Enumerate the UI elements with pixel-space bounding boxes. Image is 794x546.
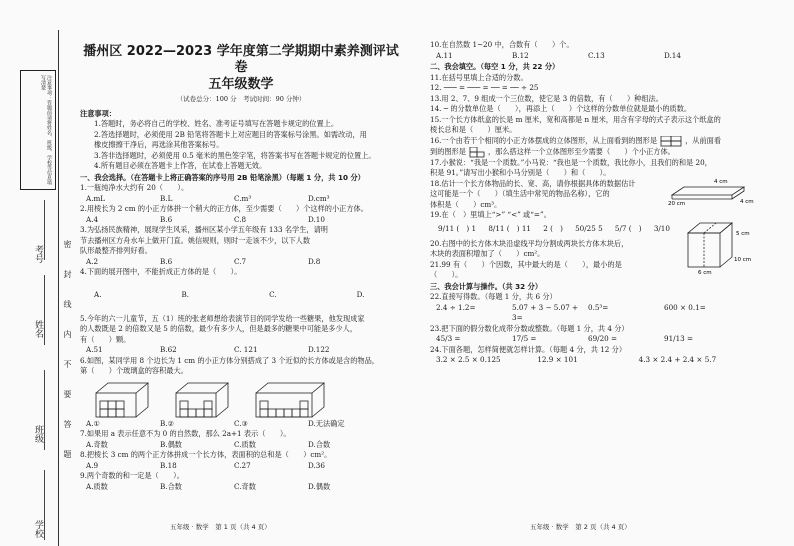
option[interactable]: C.奇数 xyxy=(234,481,256,491)
option[interactable]: B.62 xyxy=(160,345,177,354)
question-22-items xyxy=(430,303,760,324)
question-18: 18.估计一个长方体物品的长、宽、高，请你根据具体的数据估计 xyxy=(430,178,636,188)
calc-item: 69/20 = xyxy=(588,334,618,343)
top-view-figure xyxy=(660,136,682,147)
seal-char: 内 xyxy=(63,330,72,338)
option[interactable]: C.13 xyxy=(588,50,605,60)
calc-item: 17/5 = xyxy=(512,334,537,343)
page-2-footer: 五年级 · 数学 第 2 页（共 4 页） xyxy=(530,523,631,531)
question-19: 19.在（ ）里填上“>” “<” 或“=”。 xyxy=(430,210,551,219)
question-15-cont: 棱长总和是（ ）厘米。 xyxy=(430,125,517,134)
label-school: 学校 xyxy=(33,520,43,538)
dim-5cm: 5 cm xyxy=(736,230,750,237)
fill-line-exam-number[interactable] xyxy=(44,200,45,260)
question-2-options xyxy=(80,215,402,226)
option[interactable]: C.m³ xyxy=(234,193,252,203)
question-4: 4.下面的展开图中，不能折成正方体的是（ ）。 xyxy=(80,267,242,276)
cuboid-figure-20 xyxy=(680,215,758,275)
question-16 xyxy=(430,136,760,147)
comparison-item: 9/11 ( ) 1 xyxy=(438,224,477,234)
comparison-item: 3/10 xyxy=(653,224,670,234)
option[interactable]: D.14 xyxy=(664,50,681,60)
option[interactable]: A.质数 xyxy=(86,481,108,491)
exam-meta: （试卷总分：100 分 考试时间：90 分钟） xyxy=(176,95,306,103)
option[interactable]: D.8 xyxy=(308,256,321,266)
option[interactable]: A. xyxy=(94,290,102,300)
option[interactable]: B.6 xyxy=(160,256,173,266)
question-18-cont: 这可能是一个（ ）（填生活中常见的物品名称），它的 xyxy=(430,189,610,198)
question-1-options xyxy=(80,194,402,205)
seal-char: 线 xyxy=(63,300,72,308)
fill-line-name[interactable] xyxy=(44,275,45,345)
question-7: 7.如果用 a 表示任意不为 0 的自然数，那么 2a+1 表示（ ）。 xyxy=(80,429,291,438)
box-figure-1 xyxy=(94,379,154,419)
question-3-options xyxy=(80,257,402,268)
question-20-cont: 木块的表面积增加了（ ）cm²。 xyxy=(430,249,545,258)
question-5-cont: 有（ ）颗。 xyxy=(80,334,131,344)
option[interactable]: B.L xyxy=(160,193,173,203)
option[interactable]: D.cm³ xyxy=(308,193,330,203)
question-16-text: ，从前面看 xyxy=(685,135,722,145)
question-1: 1.一瓶纯净水大约有 20（ ）。 xyxy=(80,183,189,192)
section-3-heading: 三、我会计算与操作。（共 32 分） xyxy=(430,281,543,291)
option[interactable]: B.合数 xyxy=(160,481,182,491)
question-13: 13.用 2、7、9 组成一个三位数，使它是 3 的倍数，有（ ）种组法。 xyxy=(430,93,663,103)
calc-item: 12.9 × 101 xyxy=(537,355,578,364)
option[interactable]: B.12 xyxy=(512,50,529,60)
box-figure-3 xyxy=(254,379,328,419)
question-9-options xyxy=(80,482,402,493)
option[interactable]: D.合数 xyxy=(308,439,331,449)
comparison-item: 5/7 ( ) xyxy=(614,224,642,234)
question-3: 3.为弘扬民族精神，展现学生风采，播州区某小学五年级有 133 名学生，请明 xyxy=(80,225,328,234)
calc-item: 5.07 + 3 − 5.07 + 3= xyxy=(512,302,579,322)
question-15: 15.一个长方体纸盒的长是 m 厘米，宽和高都是 n 厘米，用含有字母的式子表示这个纸盒的 xyxy=(430,114,721,124)
question-10-options xyxy=(430,51,760,62)
option[interactable]: D. xyxy=(356,290,365,300)
option[interactable]: A.51 xyxy=(86,345,103,354)
question-17-cont: 积是 91。”请写出小猴和小马分别是（ ）和（ ）。 xyxy=(430,168,611,177)
option[interactable]: C.③ xyxy=(234,418,248,428)
question-6-cont: 第（ ）个玻璃盒的容积最大。 xyxy=(80,366,188,375)
question-22: 22.直接写得数。（每题 1 分，共 6 分） xyxy=(430,292,557,301)
comparison-item: 2 ( ) xyxy=(543,224,563,234)
option[interactable]: B.6 xyxy=(160,214,173,224)
seal-char: 密 xyxy=(63,240,72,248)
option[interactable]: C.质数 xyxy=(234,439,256,449)
question-5: 5.今年的六一儿童节，五（1）班的张老师想给表演节目的同学发给一些糖果，他发现成家 xyxy=(80,313,365,323)
option[interactable]: D.10 xyxy=(308,214,325,224)
option[interactable]: C.27 xyxy=(234,460,251,470)
front-view-figure xyxy=(469,147,485,158)
box-figures xyxy=(80,377,402,419)
seal-char: 要 xyxy=(63,390,72,398)
question-3-cont: 队形最整齐排列好看。 xyxy=(80,246,152,255)
page-2 xyxy=(430,40,760,366)
question-16-text: 到的图形是 xyxy=(430,146,466,156)
calc-item: 0.5³= xyxy=(588,302,609,312)
cuboid-figure-18 xyxy=(666,175,758,205)
question-11: 11.在括号里填上合适的分数。 xyxy=(430,72,528,82)
option[interactable]: B.18 xyxy=(160,460,177,470)
fill-line-school[interactable] xyxy=(44,470,45,540)
question-23: 23.把下面的假分数化成带分数或整数。（每题 1 分，共 4 分） xyxy=(430,323,629,333)
option[interactable]: A.奇数 xyxy=(86,439,108,449)
fraction-comparisons xyxy=(430,221,670,239)
calc-item: 3.2 × 2.5 × 0.125 xyxy=(436,355,501,364)
option[interactable]: C. 121 xyxy=(234,345,258,354)
binding-margin xyxy=(0,30,62,546)
question-7-options xyxy=(80,440,402,451)
option[interactable]: D.122 xyxy=(308,345,330,354)
notice-line: 1.答题时，务必将自己的学校、姓名、准考证号填写在答题卡规定的位置上。 xyxy=(94,119,339,128)
section-2-heading: 二、我会填空。（每空 1 分，共 22 分） xyxy=(430,62,560,71)
notice-heading: 注意事项： xyxy=(80,108,116,118)
question-24: 24.下面各题，怎样简便就怎样计算。（每题 4 分，共 12 分） xyxy=(430,344,627,354)
label-name: 姓名 xyxy=(33,320,43,338)
question-16-text: 16.一个由若干个相同的小正方体摆成的立体图形，从上面看到的图形是 xyxy=(430,135,658,145)
dim-length: 20 cm xyxy=(668,200,686,205)
option[interactable]: A.11 xyxy=(436,50,453,60)
question-5-cont: 的人数既是 2 的倍数又是 5 的倍数，最少有多少人，但是最多的糖果中可能是多少人， xyxy=(80,324,358,333)
question-16-text: ，那么搭这样一个立体图形至少需要（ ）个小正方体。 xyxy=(487,146,675,156)
option[interactable]: C. xyxy=(269,290,277,300)
question-12: 12. ─── = ─── = ── = ── ÷ 25 xyxy=(430,83,539,92)
option[interactable]: A.2 xyxy=(86,256,99,266)
exam-title: 播州区 2022—2023 学年度第二学期期中素养测评试卷 xyxy=(83,44,399,75)
option[interactable]: A.4 xyxy=(86,214,99,224)
cube-net-figures xyxy=(80,278,402,314)
section-1-heading: 一、我会选择。（在答题卡上将正确答案的序号用 2B 铅笔涂黑）（每题 1 分，共 10 分） xyxy=(80,172,365,182)
exam-subject: 五年级数学 xyxy=(208,77,274,92)
dim-width: 4 cm xyxy=(740,198,754,205)
question-10: 10.在自然数 1~20 中，合数有（ ）个。 xyxy=(430,40,574,49)
calc-item: 45/3 = xyxy=(436,334,461,343)
seal-line xyxy=(58,30,59,546)
question-20: 20.右图中的长方体木块沿虚线平均分割成两块长方体木块后， xyxy=(430,238,629,248)
seal-char: 答 xyxy=(63,420,72,428)
option[interactable]: B. xyxy=(181,290,190,300)
question-8-options xyxy=(80,461,402,472)
dim-10cm: 10 cm xyxy=(734,256,752,263)
comparison-item: 50/25 5 xyxy=(575,224,603,234)
notice-stamp xyxy=(20,70,56,190)
question-9: 9.两个奇数的和一定是（ ）。 xyxy=(80,471,184,480)
question-23-items xyxy=(430,334,760,345)
question-3-cont: 节去播州区方舟水车上做开门直。姚信规则，则时一走该不少，以下人数 xyxy=(80,235,311,245)
question-21: 21.99 有（ ）个因数，其中最大的是（ ），最小的是 xyxy=(430,259,622,269)
calc-item: 600 × 0.1= xyxy=(664,302,706,312)
comparison-item: 8/11 ( ) 11 xyxy=(488,224,531,234)
page-1-footer: 五年级 · 数学 第 1 页（共 4 页） xyxy=(170,523,271,531)
question-2: 2.用棱长为 2 cm 的小正方体拼一个稍大的正方体，至少需要（ ）个这样的小正方体。 xyxy=(80,204,368,213)
stamp-text: 注意事项：答题前请将姓名、班级、学校等信息填写清楚 xyxy=(40,75,52,185)
question-5-options xyxy=(80,345,402,356)
option[interactable]: D.36 xyxy=(308,460,325,470)
calc-item: 2.4 ÷ 1.2= xyxy=(436,302,476,312)
calc-item: 4.3 × 2.4 + 2.4 × 5.7 xyxy=(638,355,717,364)
question-8: 8.把棱长 3 cm 的两个正方体拼成一个长方体，表面积的总和是（ ）cm²。 xyxy=(80,450,332,459)
question-18-block xyxy=(430,179,760,211)
question-21-cont: （ ）。 xyxy=(430,270,463,279)
question-14: 14. ─ 的分数单位是（ ），再添上（ ）个这样的分数单位就是最小的质数。 xyxy=(430,104,692,113)
question-6-options xyxy=(80,419,402,430)
option[interactable]: A.① xyxy=(86,418,100,428)
option[interactable]: D.无法确定 xyxy=(308,418,345,428)
option[interactable]: B.偶数 xyxy=(160,439,182,449)
option[interactable]: C.7 xyxy=(234,256,247,266)
notice-line: 橡皮擦擦干净后，再选涂其他答案标号。 xyxy=(94,140,224,149)
question-6: 6.如图，某同学用 8 个边长为 1 cm 的小正方体分别搭成了 3 个近似的长方体或是含的物品， xyxy=(80,355,379,365)
notice-line: 3.答非选择题时，必须使用 0.5 毫米的黑色签字笔，将答案书写在答题卡规定的位置上。 xyxy=(94,150,376,160)
dim-height: 4 cm xyxy=(714,178,728,185)
question-16-cont xyxy=(430,147,760,158)
label-class: 班级 xyxy=(33,425,43,443)
option[interactable]: B.② xyxy=(160,418,175,428)
question-24-items xyxy=(430,355,760,366)
notice-line: 4.所有题目必须在答题卡上作答，在试卷上答题无效。 xyxy=(94,161,267,170)
label-exam-number: 考号 xyxy=(33,245,43,263)
page-1 xyxy=(80,38,402,492)
fill-line-class[interactable] xyxy=(44,370,45,450)
seal-char: 不 xyxy=(63,360,72,368)
option[interactable]: A.9 xyxy=(86,460,99,470)
option[interactable]: A.mL xyxy=(86,193,106,203)
box-figure-2 xyxy=(174,379,234,419)
question-18-cont: 体积是（ ）cm³。 xyxy=(430,199,502,209)
option[interactable]: D.偶数 xyxy=(308,481,331,491)
option[interactable]: C.8 xyxy=(234,214,247,224)
question-17: 17.小猴说：“我是一个质数。”小马说：“我也是一个质数，我比你小，且我们的和是 20， xyxy=(430,157,712,167)
seal-char: 封 xyxy=(63,270,72,278)
notice-line: 2.答选择题时，必须使用 2B 铅笔将答题卡上对应题目的答案标号涂黑。如需改动，用 xyxy=(94,129,367,139)
calc-item: 91/13 = xyxy=(664,334,694,343)
seal-char: 题 xyxy=(63,450,72,458)
dim-6cm: 6 cm xyxy=(698,269,712,275)
